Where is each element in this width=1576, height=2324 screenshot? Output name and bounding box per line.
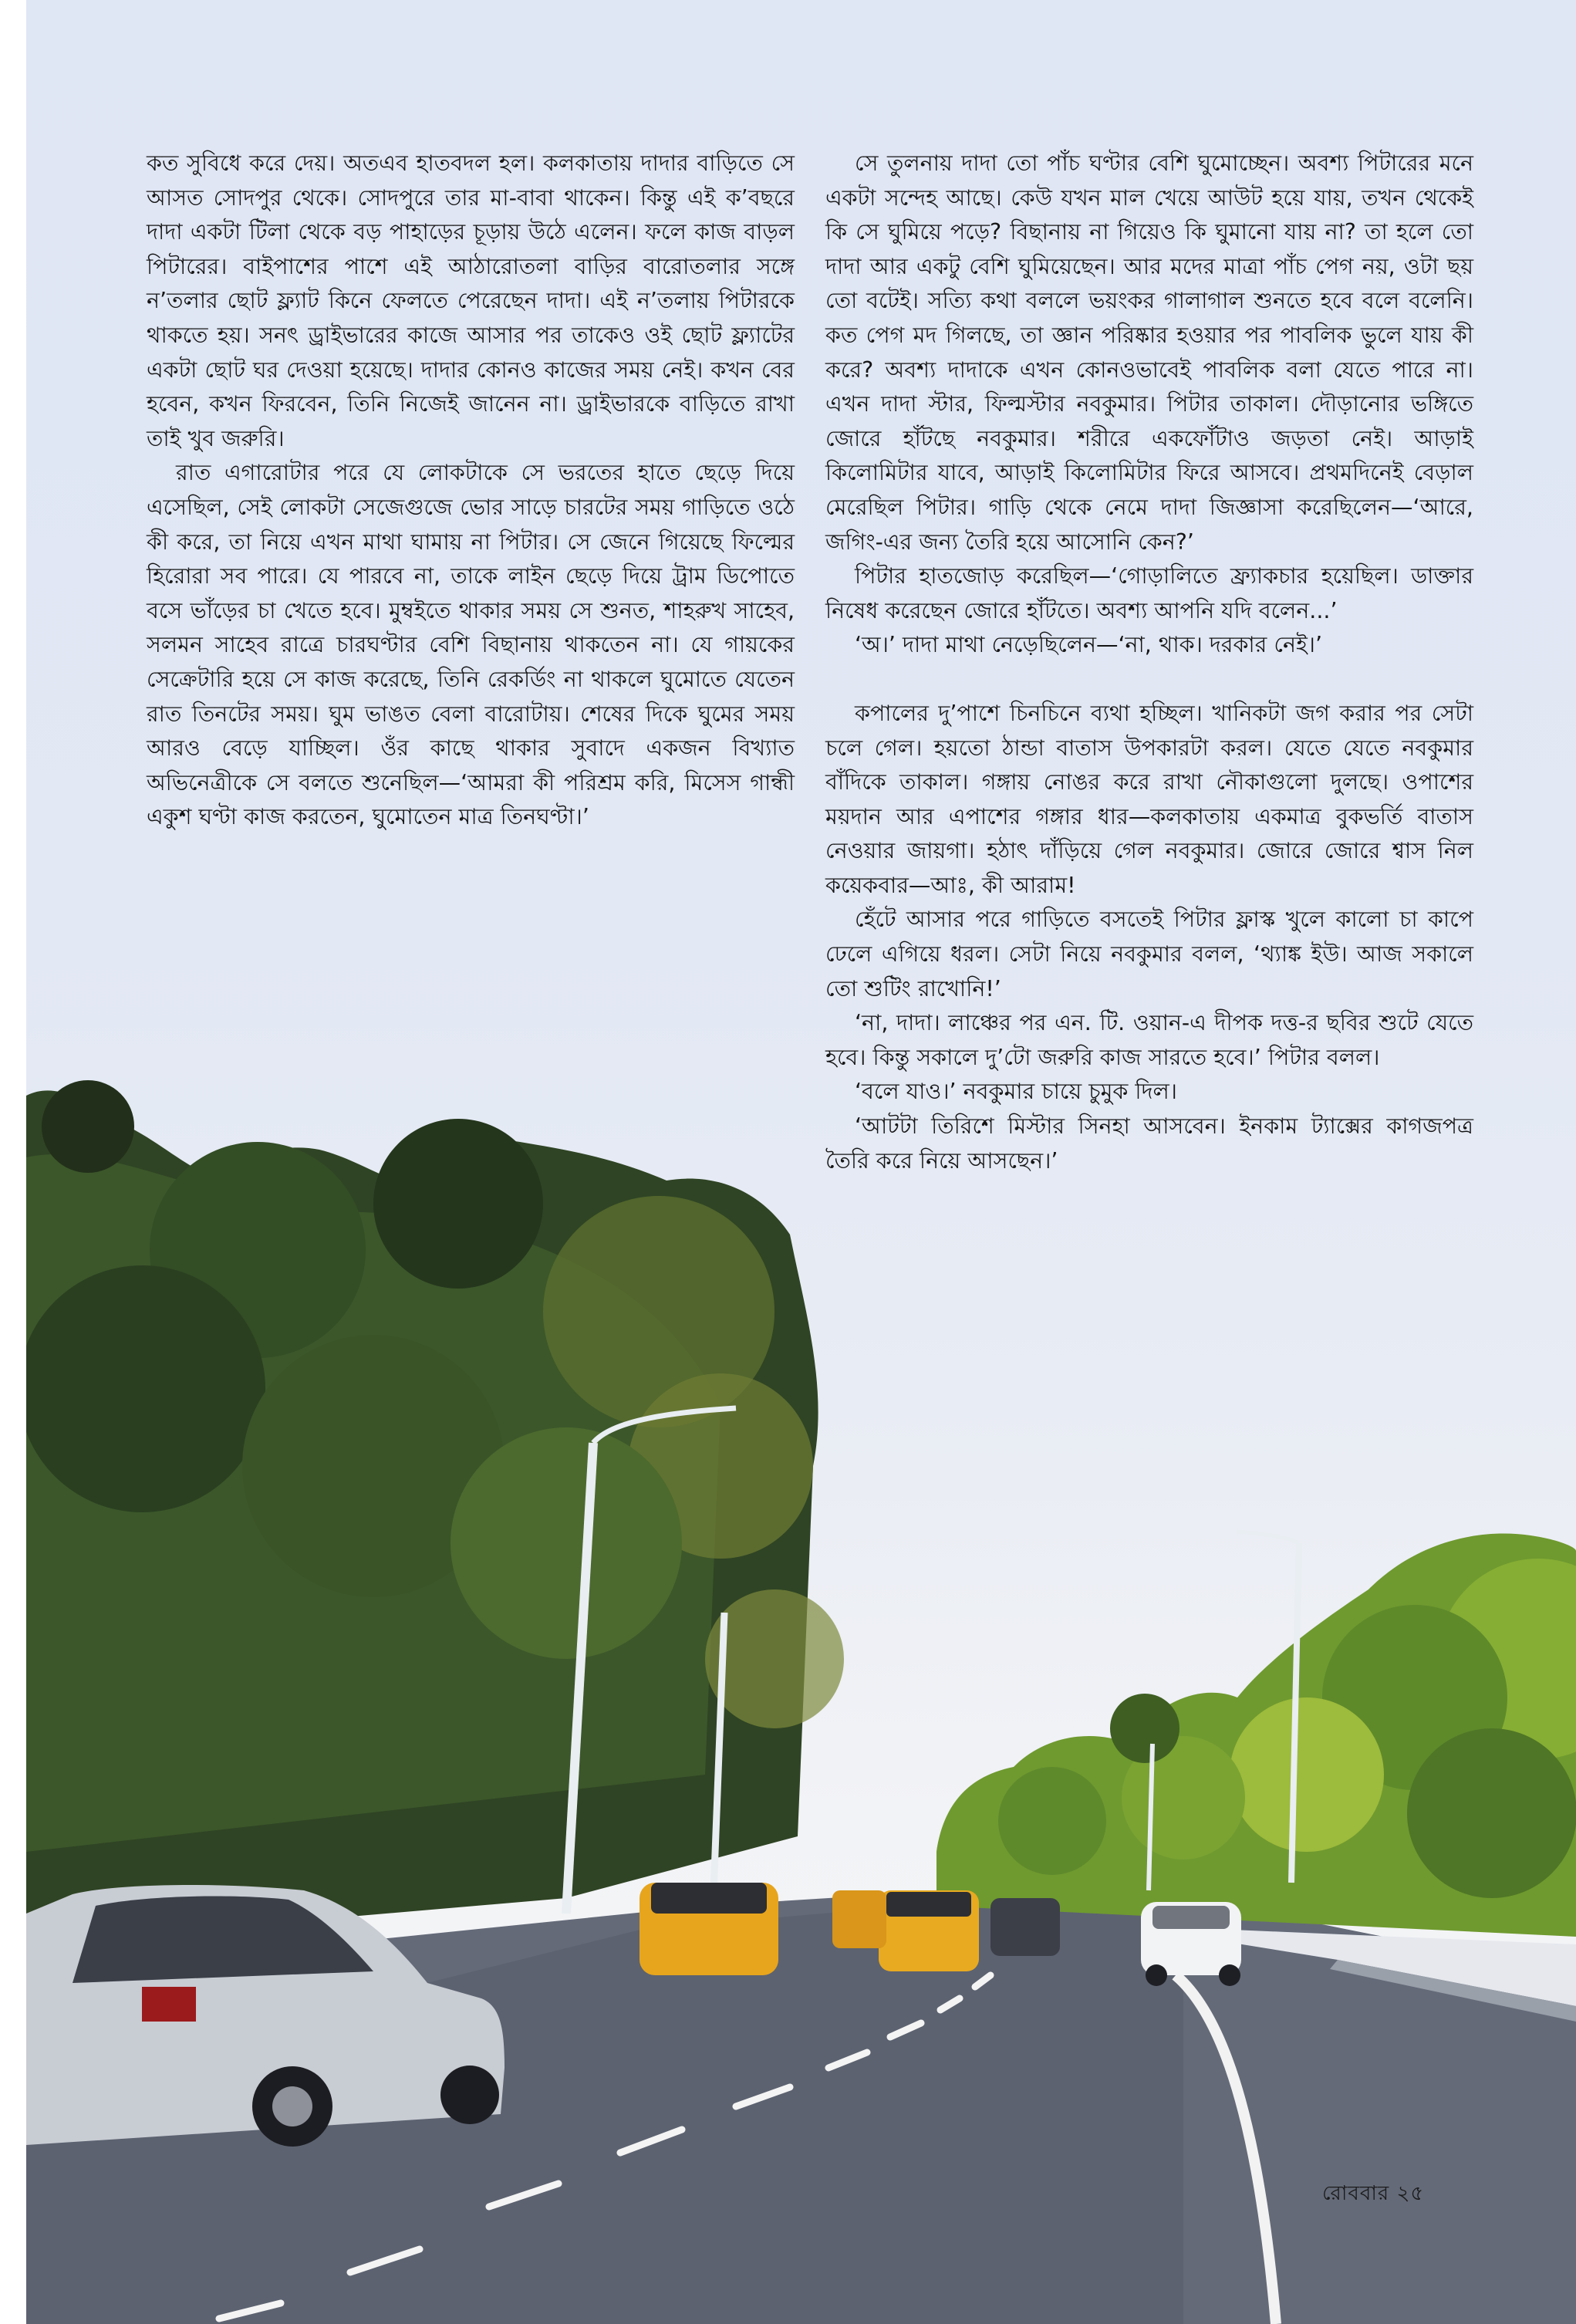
paragraph: ‘বলে যাও।’ নবকুমার চায়ে চুমুক দিল। xyxy=(855,1079,1177,1105)
trees-right xyxy=(936,1534,1576,1937)
paragraph: সে তুলনায় দাদা তো পাঁচ ঘণ্টার বেশি ঘুমোচ্ছেন। অবশ্য পিটারের মনে একটা সন্দেহ আছে। কেউ যখন মাল খেয়ে আউট হয়ে যায়, তখন থেকেই কি সে ঘুমিয়ে পড়ে? বিছানায় না গিয়েও কি ঘুমানো যায় না? তা হলে তো দাদা আর একটু বেশি ঘুমিয়েছেন। আর মদের মাত্রা পাঁচ পেগ নয়, ওটা ছয় তো বটেই। সত্যি কথা বললে ভয়ংকর গালাগাল শুনতে হবে বলে বলেনি। কত পেগ মদ গিলছে, তা জ্ঞান পরিষ্কার হওয়ার পর পাবলিক ভুলে যায় কী করে? অবশ্য দাদাকে এখন কোনওভাবেই পাবলিক বলা যেতে পারে না। এখন দাদা স্টার, ফিল্মস্টার নবকুমার। পিটার তাকাল। দৌড়ানোর ভঙ্গিতে জোরে হাঁটছে নবকুমার। শরীরে একফোঁটাও জড়তা নেই। আড়াই কিলোমিটার যাবে, আড়াই কিলোমিটার ফিরে আসবে। প্রথমদিনেই বেড়াল মেরেছিল পিটার। গাড়ি থেকে নেমে দাদা জিজ্ঞাসা করেছিলেন—‘আরে, জগিং-এর জন্য তৈরি হয়ে আসোনি কেন?’ xyxy=(825,150,1473,555)
paragraph: কত সুবিধে করে দেয়। অতএব হাতবদল হল। কলকাতায় দাদার বাড়িতে সে আসত সোদপুর থেকে। সোদপুরে তার মা-বাবা থাকেন। কিন্তু এই ক’বছরে দাদা একটা টিলা থেকে বড় পাহাড়ের চূড়ায় উঠে এলেন। ফলে কাজ বাড়ল পিটারের। বাইপাশের পাশে এই আঠারোতলা বাড়ির বারোতলার সঙ্গে ন’তলার ছোট ফ্ল্যাট কিনে ফেলতে পেরেছেন দাদা। এই ন’তলায় পিটারকে থাকতে হয়। সনৎ ড্রাইভারের কাজে আসার পর তাকেও ওই ছোট ফ্ল্যাটের একটা ছোট ঘর দেওয়া হয়েছে। দাদার কোনও কাজের সময় নেই। কখন বের হবেন, কখন ফিরবেন, তিনি নিজেই জানেন না। ড্রাইভারকে বাড়িতে রাখা তাই খুব জরুরি। xyxy=(147,150,795,451)
article-column-left xyxy=(147,147,795,835)
page-folio: রোববার ২৫ xyxy=(1322,2182,1425,2205)
paragraph: পিটার হাতজোড় করেছিল—‘গোড়ালিতে ফ্র্যাকচার হয়েছিল। ডাক্তার নিষেধ করেছেন জোরে হাঁটতে। অবশ্য আপনি যদি বলেন...’ xyxy=(825,563,1473,623)
article-column-right xyxy=(825,147,1473,1178)
white-car xyxy=(1141,1902,1241,1986)
paragraph: রাত এগারোটার পরে যে লোকটাকে সে ভরতের হাতে ছেড়ে দিয়ে এসেছিল, সেই লোকটা সেজেগুজে ভোর সাড়ে চারটের সময় গাড়িতে ওঠে কী করে, তা নিয়ে এখন মাথা ঘামায় না পিটার। সে জেনে গিয়েছে ফিল্মের হিরোরা সব পারে। যে পারবে না, তাকে লাইন ছেড়ে দিয়ে ট্রাম ডিপোতে বসে ভাঁড়ের চা খেতে হবে। মুম্বইতে থাকার সময় সে শুনত, শাহরুখ সাহেব, সলমন সাহেব রাত্রে চারঘণ্টার বেশি বিছানায় থাকতেন না। যে গায়কের সেক্রেটারি হয়ে সে কাজ করেছে, তিনি রেকর্ডিং না থাকলে ঘুমোতে যেতেন রাত তিনটের সময়। ঘুম ভাঙত বেলা বারোটায়। শেষের দিকে ঘুমের সময় আরও বেড়ে যাচ্ছিল। ওঁর কাছে থাকার সুবাদে একজন বিখ্যাত অভিনেত্রীকে সে বলতে শুনেছিল—‘আমরা কী পরিশ্রম করি, মিসেস গান্ধী একুশ ঘণ্টা কাজ করতেন, ঘুমোতেন মাত্র তিনঘণ্টা।’ xyxy=(147,460,795,830)
silver-car xyxy=(26,1885,505,2147)
paragraph: কপালের দু’পাশে চিনচিনে ব্যথা হচ্ছিল। খানিকটা জগ করার পর সেটা চলে গেল। হয়তো ঠান্ডা বাতাস উপকারটা করল। যেতে যেতে নবকুমার বাঁদিকে তাকাল। গঙ্গায় নোঙর করে রাখা নৌকাগুলো দুলছে। ওপাশের ময়দান আর এপাশের গঙ্গার ধার—কলকাতায় একমাত্র বুকভর্তি বাতাস নেওয়ার জায়গা। হঠাৎ দাঁড়িয়ে গেল নবকুমার। জোরে জোরে শ্বাস নিল কয়েকবার—আঃ, কী আরাম! xyxy=(825,700,1473,898)
paragraph: হেঁটে আসার পরে গাড়িতে বসতেই পিটার ফ্লাস্ক খুলে কালো চা কাপে ঢেলে এগিয়ে ধরল। সেটা নিয়ে নবকুমার বলল, ‘থ্যাঙ্ক ইউ। আজ সকালে তো শুটিং রাখোনি!’ xyxy=(825,907,1473,1002)
paragraph: ‘আটটা তিরিশে মিস্টার সিনহা আসবেন। ইনকাম ট্যাক্সের কাগজপত্র তৈরি করে নিয়ে আসছেন।’ xyxy=(825,1113,1473,1174)
magazine-page xyxy=(26,0,1576,2324)
trees-left xyxy=(26,1080,844,1944)
paragraph: ‘অ।’ দাদা মাথা নেড়েছিলেন—‘না, থাক। দরকার নেই।’ xyxy=(855,632,1323,658)
paragraph: ‘না, দাদা। লাঞ্চের পর এন. টি. ওয়ান-এ দীপক দত্ত-র ছবির শুটে যেতে হবে। কিন্তু সকালে দু’টো জরুরি কাজ সারতে হবে।’ পিটার বলল। xyxy=(825,1010,1473,1070)
